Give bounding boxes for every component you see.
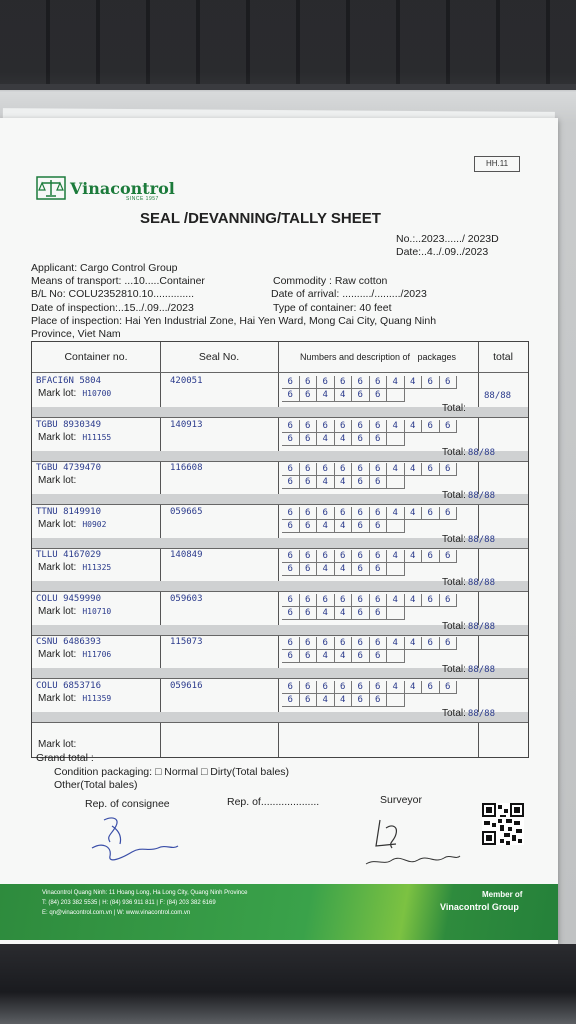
package-cell: 4: [335, 433, 353, 446]
mark-lot-value: H10700: [82, 389, 112, 398]
other-total-bales: Other(Total bales): [54, 779, 138, 791]
package-cell: 4: [387, 420, 405, 433]
package-counts-top: [282, 463, 457, 476]
row-divider: [32, 461, 528, 462]
row-divider: [32, 678, 528, 679]
package-cell: [387, 563, 405, 576]
mark-lot: [38, 475, 82, 486]
package-cell: 6: [300, 520, 318, 533]
package-cell: 6: [352, 520, 370, 533]
package-cell: 6: [352, 550, 370, 563]
package-counts-top: [282, 681, 457, 694]
package-cell: 6: [422, 681, 440, 694]
mark-lot-value: H11325: [82, 563, 112, 572]
qr-code: [482, 803, 524, 845]
header-seal-no: Seal No.: [198, 351, 240, 363]
package-cell: 6: [282, 607, 300, 620]
package-cell: 6: [335, 637, 353, 650]
mark-lot-label: Mark lot:: [38, 388, 77, 399]
package-cell: 6: [335, 376, 353, 389]
package-cell: 6: [370, 507, 388, 520]
package-cell: 6: [422, 463, 440, 476]
seal-number: 059665: [170, 506, 203, 517]
package-cell: 4: [317, 607, 335, 620]
package-cell: 4: [405, 681, 423, 694]
package-cell: 6: [440, 376, 458, 389]
header-total: total: [493, 351, 513, 363]
footer-contact: E: qn@vinacontrol.com.vn | W: www.vinacontrol.com.vn: [42, 910, 191, 916]
package-cell: 6: [370, 563, 388, 576]
package-cell: 6: [352, 563, 370, 576]
grand-total: Grand total :: [36, 752, 94, 764]
package-cell: 6: [317, 637, 335, 650]
mark-lot-value: H11359: [82, 693, 112, 703]
package-cell: 4: [317, 433, 335, 446]
package-cell: 6: [282, 550, 300, 563]
container-number: COLU 9459990: [36, 593, 102, 604]
header-numbers-desc: Numbers and description of: [299, 352, 410, 362]
container-number: TTNU 8149910: [36, 506, 102, 517]
package-cell: 6: [352, 389, 370, 402]
mark-lot: [38, 606, 111, 617]
total-label: Total:: [442, 577, 466, 588]
package-cell: 6: [370, 681, 388, 694]
tally-table: [31, 341, 529, 758]
total-value: 88/88: [467, 665, 495, 675]
mark-lot-value: H11155: [82, 432, 112, 442]
package-cell: 6: [352, 463, 370, 476]
mark-lot-label: Mark lot:: [38, 475, 77, 486]
package-cell: 6: [300, 389, 318, 402]
form-code: HH.11: [474, 156, 520, 172]
package-cell: 6: [440, 463, 458, 476]
inspection-date: Date of inspection:..15../.09.../2023: [31, 302, 194, 314]
package-cell: 6: [282, 520, 300, 533]
total-label: Total:: [442, 490, 466, 501]
mark-lot-label: Mark lot:: [38, 649, 77, 660]
package-cell: 6: [282, 650, 300, 663]
package-cell: 4: [335, 563, 353, 576]
brand-since: SINCE 1957: [126, 196, 159, 202]
package-cell: 6: [370, 650, 388, 663]
document-number: No.:..2023....../ 2023D: [396, 233, 499, 245]
place-of-inspection-cont: Province, Viet Nam: [31, 328, 121, 340]
container-number: TGBU 8930349: [36, 419, 102, 430]
place-of-inspection: Place of inspection: Hai Yen Industrial Zone, Hai Yen Ward, Mong Cai City, Quang Ninh: [31, 315, 437, 327]
package-cell: 6: [352, 433, 370, 446]
document-date: Date:..4../.09../2023: [396, 246, 489, 258]
package-cell: 6: [440, 681, 458, 694]
package-cell: 6: [317, 594, 335, 607]
package-cell: 4: [405, 507, 423, 520]
mark-lot: [38, 388, 111, 399]
footer-address: Vinacontrol Quang Ninh: 11 Hoang Long, Ha Long City, Quang Ninh Province: [42, 890, 248, 896]
mark-lot-empty: Mark lot:: [38, 739, 77, 750]
package-cell: [387, 694, 405, 707]
total-value: 88/88: [467, 534, 495, 545]
package-cell: 6: [370, 550, 388, 563]
mark-lot-label: Mark lot:: [38, 518, 77, 530]
container-number: COLU 6853716: [36, 680, 102, 691]
package-cell: 6: [422, 507, 440, 520]
package-counts-bottom: [282, 476, 405, 489]
package-cell: 4: [405, 594, 423, 607]
package-cell: 6: [352, 376, 370, 389]
footer-member: Member of: [482, 890, 523, 899]
mark-lot: [38, 693, 111, 704]
package-cell: 6: [282, 694, 300, 707]
keyboard-background: [0, 0, 576, 84]
package-counts-bottom: [282, 694, 405, 707]
package-cell: 6: [300, 463, 318, 476]
package-cell: 6: [282, 563, 300, 576]
package-cell: 6: [370, 607, 388, 620]
package-cell: 6: [300, 637, 318, 650]
mark-lot: [38, 649, 111, 660]
package-cell: 4: [335, 694, 353, 707]
consignee-signature: [82, 812, 182, 868]
package-cell: 4: [335, 607, 353, 620]
package-cell: 4: [387, 463, 405, 476]
total-line: [442, 664, 495, 675]
package-counts-bottom: [282, 607, 405, 620]
package-cell: 4: [405, 420, 423, 433]
scales-icon: [36, 176, 66, 200]
package-cell: 4: [335, 389, 353, 402]
package-cell: [387, 520, 405, 533]
total-value: 88/88: [467, 447, 495, 458]
package-cell: 4: [387, 637, 405, 650]
package-counts-top: [282, 376, 457, 389]
package-cell: 6: [440, 507, 458, 520]
package-cell: 6: [300, 420, 318, 433]
package-cell: 6: [335, 420, 353, 433]
package-cell: 6: [440, 594, 458, 607]
package-cell: 6: [370, 594, 388, 607]
package-cell: 6: [352, 507, 370, 520]
total-line: [442, 403, 466, 414]
total-value: 88/88: [467, 621, 495, 632]
package-cell: 6: [282, 376, 300, 389]
row-divider: [32, 635, 528, 636]
package-cell: 6: [300, 476, 318, 489]
package-cell: 6: [282, 681, 300, 694]
package-cell: 6: [335, 594, 353, 607]
mark-lot-label: Mark lot:: [38, 692, 77, 704]
seal-number: 140849: [170, 550, 203, 560]
package-counts-bottom: [282, 520, 405, 533]
row-divider: [32, 548, 528, 549]
package-cell: 4: [405, 463, 423, 476]
row-divider: [32, 591, 528, 592]
package-cell: 6: [282, 463, 300, 476]
package-cell: 6: [282, 433, 300, 446]
mark-lot-value: H11706: [82, 650, 112, 659]
header-container-no: Container no.: [64, 351, 128, 363]
total-label: Total:: [442, 707, 466, 719]
mark-lot: [38, 562, 111, 573]
package-cell: 6: [422, 550, 440, 563]
total-label: Total:: [442, 403, 466, 414]
package-cell: 6: [317, 507, 335, 520]
package-cell: 6: [352, 681, 370, 694]
floor-background: [0, 944, 576, 1024]
surveyor-signature: [362, 814, 462, 874]
package-cell: 4: [335, 650, 353, 663]
row-divider: [32, 504, 528, 505]
date-of-arrival: Date of arrival: ........../........./2023: [271, 288, 427, 300]
package-cell: 6: [370, 420, 388, 433]
package-cell: 6: [335, 463, 353, 476]
package-cell: 6: [300, 681, 318, 694]
package-cell: 4: [387, 594, 405, 607]
mark-lot-value: H0902: [82, 519, 107, 529]
footer-phone: T: (84) 203 382 5535 | H: (84) 936 911 811 | F: (84) 203 382 6169: [42, 900, 216, 906]
package-cell: 6: [352, 420, 370, 433]
package-counts-bottom: [282, 389, 405, 402]
package-cell: [387, 433, 405, 446]
package-cell: 6: [370, 637, 388, 650]
mark-lot-label: Mark lot:: [38, 605, 77, 617]
package-cell: [387, 650, 405, 663]
mark-lot-label: Mark lot:: [38, 431, 77, 443]
package-cell: 6: [300, 650, 318, 663]
total-line: [442, 534, 495, 545]
package-cell: 6: [422, 594, 440, 607]
footer-group: Vinacontrol Group: [440, 902, 519, 912]
package-cell: 6: [282, 594, 300, 607]
package-cell: 4: [405, 637, 423, 650]
total-value: 88/88: [467, 708, 495, 719]
condition-packaging: Condition packaging: □ Normal □ Dirty(Total bales): [54, 766, 290, 778]
package-counts-bottom: [282, 563, 405, 576]
total-label: Total:: [442, 446, 466, 458]
col-divider: [160, 342, 161, 757]
package-cell: 6: [317, 681, 335, 694]
package-cell: 6: [440, 420, 458, 433]
package-cell: 4: [317, 476, 335, 489]
package-cell: 6: [300, 694, 318, 707]
header-packages: packages: [417, 352, 457, 362]
bl-number: B/L No: COLU2352810.10..............: [31, 288, 195, 300]
package-cell: 4: [317, 389, 335, 402]
total-value: 88/88: [467, 491, 495, 501]
row-total: 88/88: [484, 391, 512, 401]
package-cell: 6: [422, 376, 440, 389]
package-cell: 6: [282, 637, 300, 650]
footer-band: [0, 884, 558, 940]
package-cell: 6: [300, 507, 318, 520]
package-cell: 4: [387, 681, 405, 694]
total-label: Total:: [442, 620, 466, 632]
package-cell: 6: [317, 463, 335, 476]
package-cell: 6: [282, 507, 300, 520]
package-cell: 4: [405, 376, 423, 389]
package-cell: 6: [370, 376, 388, 389]
package-cell: 4: [387, 507, 405, 520]
seal-number: 140913: [170, 419, 203, 430]
header-numbers-packages: [278, 342, 478, 372]
package-cell: 6: [282, 476, 300, 489]
package-cell: 6: [300, 607, 318, 620]
package-cell: 4: [335, 520, 353, 533]
package-cell: 6: [370, 463, 388, 476]
package-cell: 6: [440, 550, 458, 563]
mark-lot: [38, 519, 106, 530]
package-cell: 4: [335, 476, 353, 489]
package-cell: 6: [317, 420, 335, 433]
package-counts-top: [282, 637, 457, 650]
package-cell: 6: [300, 433, 318, 446]
package-counts-top: [282, 594, 457, 607]
applicant: Applicant: Cargo Control Group: [31, 262, 178, 274]
package-cell: 6: [370, 694, 388, 707]
package-cell: [387, 607, 405, 620]
package-cell: 6: [422, 637, 440, 650]
package-cell: 6: [352, 694, 370, 707]
means-of-transport: Means of transport: ...10.....Container: [31, 275, 205, 287]
package-counts-bottom: [282, 433, 405, 446]
package-cell: 6: [317, 376, 335, 389]
package-cell: 6: [282, 389, 300, 402]
package-cell: 6: [300, 550, 318, 563]
package-cell: 6: [370, 389, 388, 402]
total-line: [442, 577, 495, 588]
total-value: 88/88: [467, 578, 495, 588]
mark-lot-value: H10710: [82, 606, 112, 616]
seal-number: 059616: [170, 680, 203, 691]
package-cell: 4: [405, 550, 423, 563]
package-cell: 6: [300, 563, 318, 576]
total-label: Total:: [442, 533, 466, 545]
header-divider: [32, 372, 528, 373]
total-line: [442, 447, 495, 458]
package-cell: 6: [370, 433, 388, 446]
package-cell: 4: [317, 520, 335, 533]
total-line: [442, 708, 495, 719]
total-label: Total:: [442, 664, 466, 675]
seal-number: 116608: [170, 463, 203, 473]
rep-of-label: Rep. of....................: [227, 796, 320, 808]
total-line: [442, 490, 495, 501]
surveyor-label: Surveyor: [380, 794, 423, 806]
package-cell: 6: [300, 376, 318, 389]
mark-lot-label: Mark lot:: [38, 562, 77, 573]
package-cell: 6: [352, 637, 370, 650]
package-counts-top: [282, 507, 457, 520]
package-cell: 6: [335, 550, 353, 563]
mark-lot: [38, 432, 111, 443]
package-cell: 4: [317, 563, 335, 576]
container-number: CSNU 6486393: [36, 637, 102, 647]
package-cell: 4: [317, 694, 335, 707]
desk-edge: [0, 84, 576, 90]
row-divider: [32, 722, 528, 723]
package-counts-top: [282, 550, 457, 563]
sheet-title: SEAL /DEVANNING/TALLY SHEET: [140, 210, 381, 227]
package-cell: 6: [335, 507, 353, 520]
commodity: Commodity : Raw cotton: [273, 275, 388, 287]
package-cell: 6: [352, 650, 370, 663]
package-cell: 6: [352, 594, 370, 607]
row-divider: [32, 417, 528, 418]
package-cell: 6: [352, 476, 370, 489]
package-cell: 4: [387, 550, 405, 563]
container-number: BFACI6N 5804: [36, 376, 102, 386]
package-cell: 6: [352, 607, 370, 620]
container-type: Type of container: 40 feet: [273, 302, 392, 314]
brand-name: Vinacontrol: [70, 178, 175, 198]
container-number: TGBU 4739470: [36, 463, 102, 473]
col-divider: [278, 342, 279, 757]
col-divider: [478, 342, 479, 757]
package-cell: 6: [422, 420, 440, 433]
package-cell: 6: [282, 420, 300, 433]
package-counts-bottom: [282, 650, 405, 663]
package-cell: 6: [370, 476, 388, 489]
seal-number: 115073: [170, 637, 203, 647]
package-cell: 4: [317, 650, 335, 663]
seal-number: 059603: [170, 593, 203, 604]
package-cell: 4: [387, 376, 405, 389]
total-line: [442, 621, 495, 632]
seal-number: 420051: [170, 376, 203, 386]
package-cell: 6: [440, 637, 458, 650]
package-counts-top: [282, 420, 457, 433]
container-number: TLLU 4167029: [36, 550, 102, 560]
package-cell: 6: [317, 550, 335, 563]
package-cell: 6: [370, 520, 388, 533]
rep-consignee-label: Rep. of consignee: [85, 798, 170, 810]
package-cell: 6: [335, 681, 353, 694]
package-cell: [387, 389, 405, 402]
package-cell: [387, 476, 405, 489]
package-cell: 6: [300, 594, 318, 607]
